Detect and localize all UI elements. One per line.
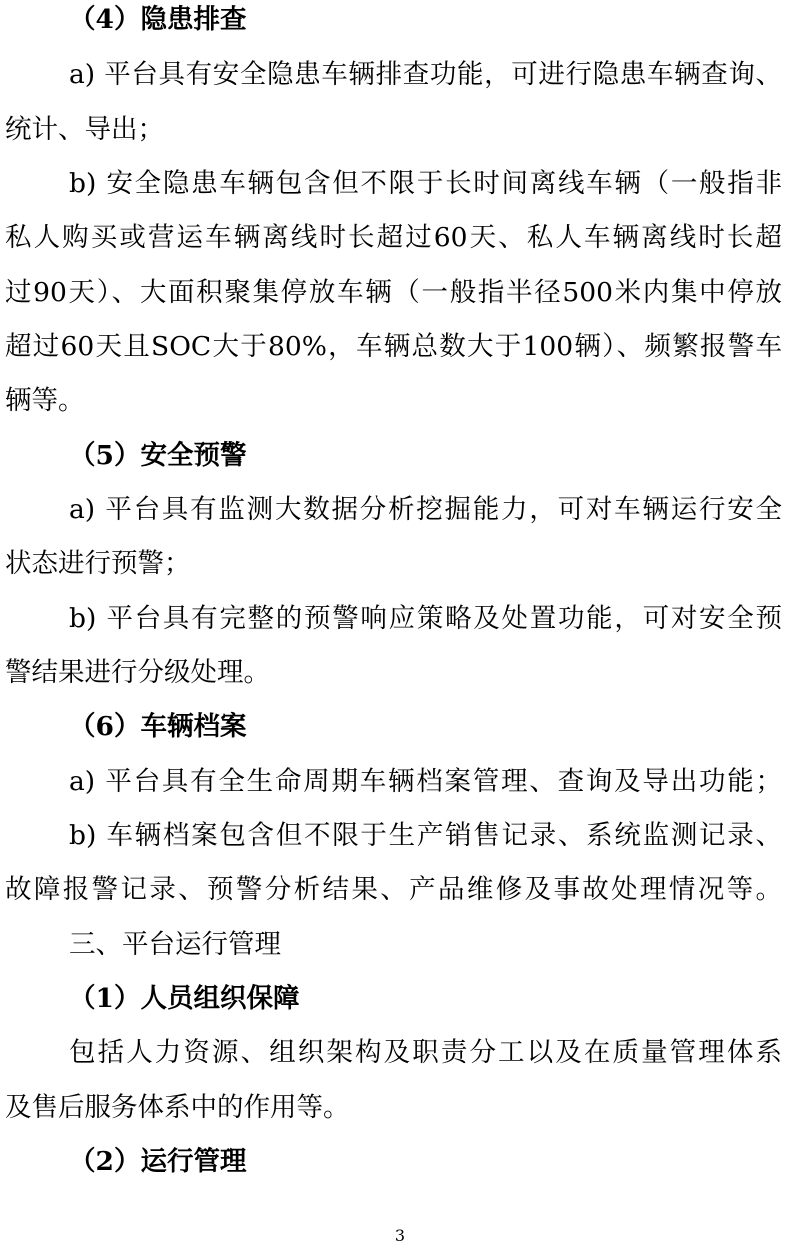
section-heading-operation-management: （2）运行管理 bbox=[69, 1146, 247, 1177]
paragraph-line: 超过60天且SOC大于80%，车辆总数大于100辆）、频繁报警车 bbox=[5, 331, 782, 362]
section-heading-vehicle-archive: （6）车辆档案 bbox=[69, 711, 247, 742]
paragraph-line: 包括人力资源、组织架构及职责分工以及在质量管理体系 bbox=[69, 1037, 782, 1068]
paragraph-line: b) 安全隐患车辆包含但不限于长时间离线车辆（一般指非 bbox=[69, 168, 782, 199]
paragraph-line: 状态进行预警； bbox=[5, 548, 191, 579]
paragraph-line: 警结果进行分级处理。 bbox=[5, 657, 270, 688]
paragraph-line: 故障报警记录、预警分析结果、产品维修及事故处理情况等。 bbox=[5, 874, 782, 905]
paragraph-line: a) 平台具有全生命周期车辆档案管理、查询及导出功能； bbox=[69, 766, 782, 797]
page-number: 3 bbox=[394, 1226, 406, 1245]
paragraph-line: 统计、导出； bbox=[5, 114, 164, 145]
paragraph-line: a) 平台具有安全隐患车辆排查功能，可进行隐患车辆查询、 bbox=[69, 59, 782, 90]
paragraph-line: 过90天）、大面积聚集停放车辆（一般指半径500米内集中停放 bbox=[5, 277, 782, 308]
paragraph-line: b) 平台具有完整的预警响应策略及处置功能，可对安全预 bbox=[69, 603, 782, 634]
paragraph-line: a) 平台具有监测大数据分析挖掘能力，可对车辆运行安全 bbox=[69, 494, 782, 525]
paragraph-line: b) 车辆档案包含但不限于生产销售记录、系统监测记录、 bbox=[69, 820, 782, 851]
paragraph-line: 辆等。 bbox=[5, 385, 85, 416]
paragraph-line: 及售后服务体系中的作用等。 bbox=[5, 1092, 350, 1123]
section-heading-personnel: （1）人员组织保障 bbox=[69, 983, 300, 1014]
paragraph-line: 私人购买或营运车辆离线时长超过60天、私人车辆离线时长超 bbox=[5, 222, 782, 253]
section-heading-hazard-investigation: （4）隐患排查 bbox=[69, 4, 247, 35]
chapter-heading-platform-operation: 三、平台运行管理 bbox=[69, 929, 281, 960]
section-heading-safety-warning: （5）安全预警 bbox=[69, 440, 247, 471]
